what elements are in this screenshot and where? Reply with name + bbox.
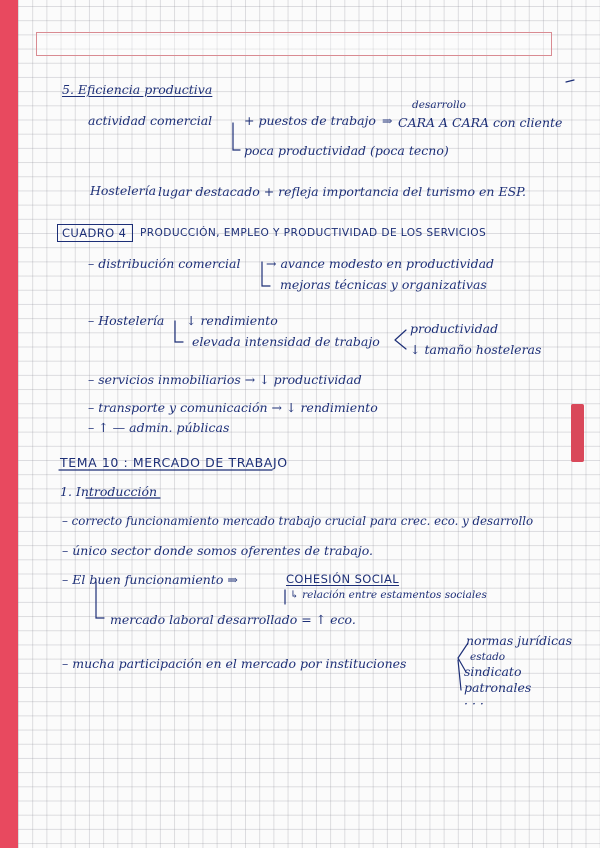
cuadro-label: CUADRO 4 [62, 226, 127, 240]
servicios-inmobiliarios: – servicios inmobiliarios → ↓ productividad [88, 372, 362, 387]
fork-hosteleria [395, 330, 406, 349]
hosteleria-line: lugar destacado + refleja importancia del turismo en ESP. [158, 184, 526, 199]
hosteleria-item: – Hostelería [88, 313, 165, 328]
actividad-comercial: actividad comercial [88, 113, 213, 128]
mercado-laboral: mercado laboral desarrollado = ↑ eco. [110, 612, 356, 627]
section-5-heading: 5. Eficiencia productiva [62, 82, 213, 97]
bracket-actividad [233, 123, 240, 150]
cuadro-title: PRODUCCIÓN, EMPLEO Y PRODUCTIVIDAD DE LOS SERVICIOS [140, 227, 487, 239]
poca-productividad: poca productividad (poca tecno) [244, 143, 449, 158]
bracket-funcionamiento [96, 582, 104, 618]
cohesion-social: COHESIÓN SOCIAL [286, 572, 400, 586]
elevada-intensidad: elevada intensidad de trabajo [192, 334, 380, 349]
hosteleria-label: Hostelería [90, 183, 157, 198]
mejoras-tecnicas: mejoras técnicas y organizativas [280, 277, 487, 292]
puestos-trabajo: + puestos de trabajo [244, 113, 376, 128]
tamano-hosteleras: ↓ tamaño hosteleras [410, 342, 542, 357]
rendimiento-down: ↓ rendimiento [186, 313, 278, 328]
productividad-note: productividad [410, 321, 499, 336]
patronales-label: patronales [464, 680, 532, 695]
bullet-buen-funcionamiento: – El buen funcionamiento ⇒ [62, 572, 238, 587]
arrow-implies-1: ⇒ [382, 113, 393, 128]
introduccion-heading: 1. Introducción [60, 484, 158, 499]
avance-modesto: → avance modesto en productividad [266, 256, 495, 271]
admin-publicas: – ↑ — admin. públicas [88, 420, 230, 435]
normas-juridicas: normas jurídicas [466, 633, 573, 648]
sindicato-label: sindicato [464, 664, 522, 679]
bracket-hosteleria [175, 321, 183, 342]
transporte-comunicacion: – transporte y comunicación → ↓ rendimiento [88, 400, 378, 415]
distribucion-comercial: – distribución comercial [88, 256, 241, 271]
ellipsis-dots: · · · [464, 696, 484, 711]
corner-mark [566, 80, 574, 82]
tema10-heading: TEMA 10 : MERCADO DE TRABAJO [60, 455, 288, 470]
estado-label: estado [470, 651, 506, 663]
relacion-estamentos: ↳ relación entre estamentos sociales [290, 589, 487, 601]
bullet-unico-sector: – único sector donde somos oferentes de trabajo. [62, 543, 374, 558]
bullet-mucha-participacion: – mucha participación en el mercado por instituciones [62, 656, 407, 671]
desarrollo-note: desarrollo [412, 99, 466, 111]
cara-a-cara: CARA A CARA con cliente [398, 115, 563, 130]
bullet-correcto-funcionamiento: – correcto funcionamiento mercado trabajo crucial para crec. eco. y desarrollo [62, 514, 534, 528]
